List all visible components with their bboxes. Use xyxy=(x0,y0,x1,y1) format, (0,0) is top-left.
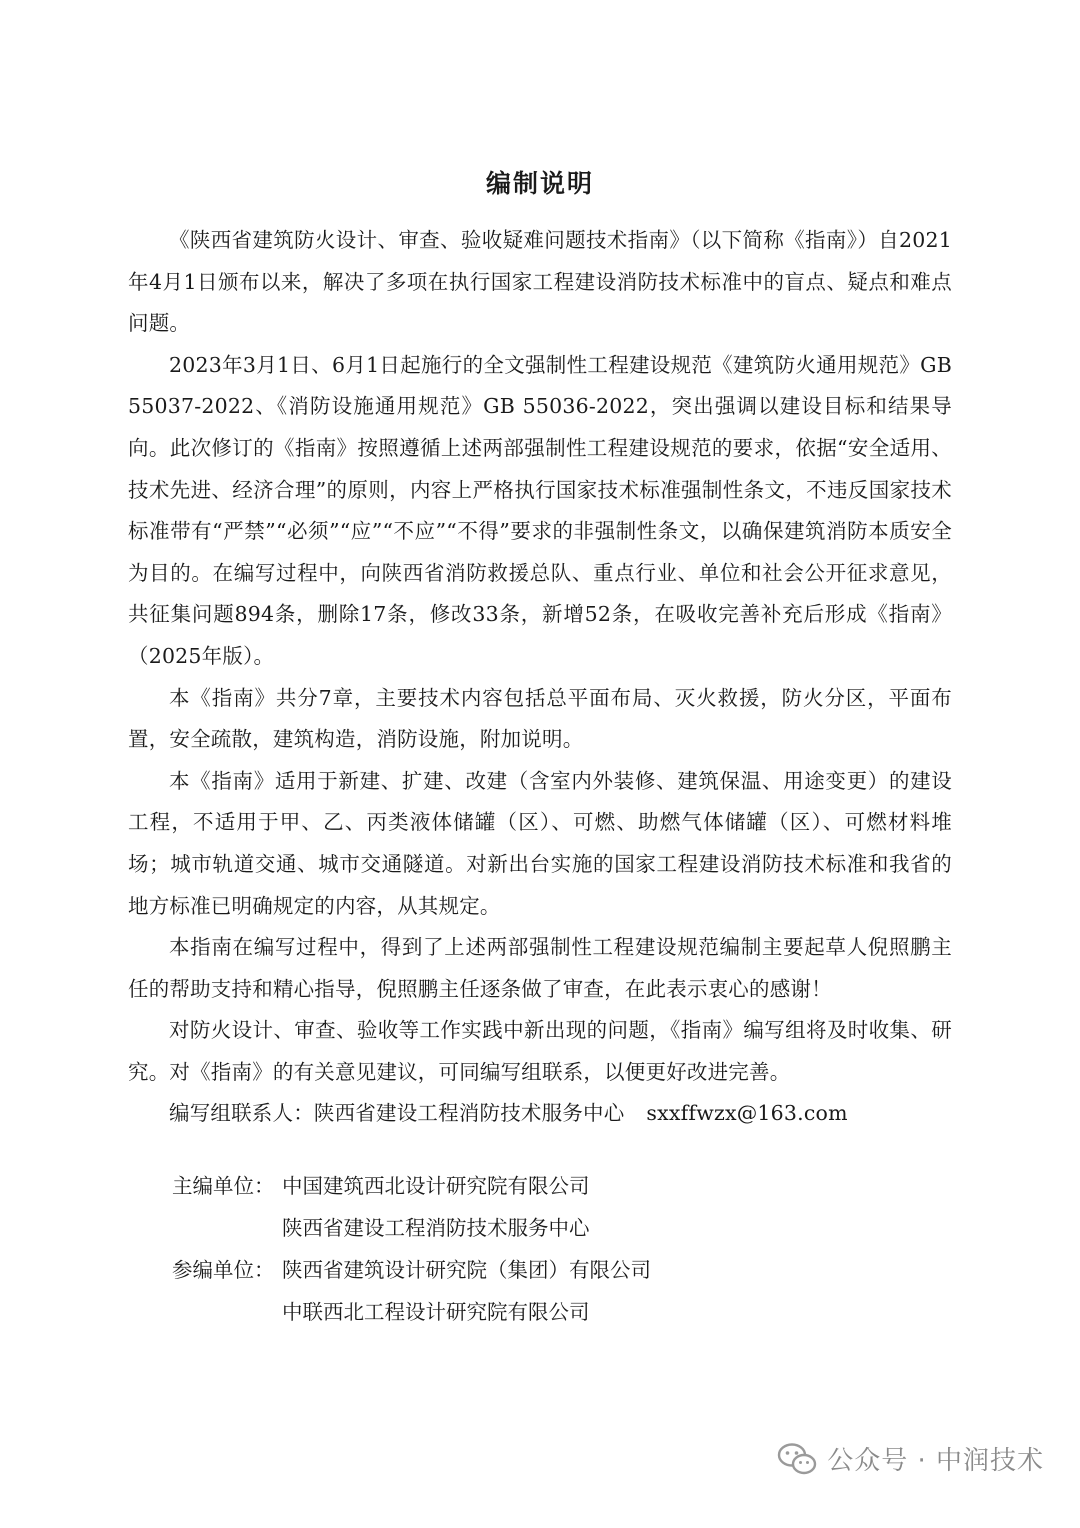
units-section xyxy=(128,1165,952,1333)
contact-email: sxxffwzx@163.com xyxy=(646,1101,848,1126)
chief-units-label: 主编单位： xyxy=(172,1174,275,1199)
paragraph-intro: 《陕西省建筑防火设计、审查、验收疑难问题技术指南》（以下简称《指南》）自2021年4月1日颁布以来，解决了多项在执行国家工程建设消防技术标准中的盲点、疑点和难点问题。 xyxy=(128,228,952,336)
chief-unit-item: 陕西省建设工程消防技术服务中心 xyxy=(282,1216,590,1241)
paragraph-thanks: 本指南在编写过程中，得到了上述两部强制性工程建设规范编制主要起草人倪照鹏主任的帮助支持和精心指导，倪照鹏主任逐条做了审查，在此表示衷心的感谢！ xyxy=(128,935,952,1001)
paragraph-feedback: 对防火设计、审查、验收等工作实践中新出现的问题，《指南》编写组将及时收集、研究。对《指南》的有关意见建议，可同编写组联系，以便更好改进完善。 xyxy=(128,1018,952,1084)
participating-unit-item: 陕西省建筑设计研究院（集团）有限公司 xyxy=(282,1258,651,1283)
chief-units xyxy=(128,1165,952,1249)
watermark-text: 公众号 · 中润技术 xyxy=(827,1446,1044,1476)
contact-label: 编写组联系人： xyxy=(169,1101,314,1126)
watermark xyxy=(777,1440,1044,1477)
chief-unit-item: 中国建筑西北设计研究院有限公司 xyxy=(282,1174,590,1199)
participating-units xyxy=(128,1249,952,1333)
paragraph-chapters: 本《指南》共分7章，主要技术内容包括总平面布局、灭火救援，防火分区，平面布置，安全疏散，建筑构造，消防设施，附加说明。 xyxy=(128,685,952,752)
paragraph-revision: 2023年3月1日、6月1日起施行的全文强制性工程建设规范《建筑防火通用规范》GB 55037-2022、《消防设施通用规范》GB 55036-2022，突出强调以建设目标和结果导向。此次修订的《指南》按照遵循上述两部强制性工程建设规范的要求，依据“安全适用、技术先进、经济合理”的原则，内容上严格执行国家技术标准强制性条文，不违反国家技术标准带有“严禁”“必须”“应”“不应”“不得”要求的非强制性条文，以确保建筑消防本质安全为目的。在编写过程中，向陕西省消防救援总队、重点行业、单位和社会公开征求意见，共征集问题894条，删除17条，修改33条，新增52条，在吸收完善补充后形成《指南》（2025年版）。 xyxy=(128,352,952,668)
paragraph-scope: 本《指南》适用于新建、扩建、改建（含室内外装修、建筑保温、用途变更）的建设工程，不适用于甲、乙、丙类液体储罐（区）、可燃、助燃气体储罐（区）、可燃材料堆场；城市轨道交通、城市交通隧道。对新出台实施的国家工程建设消防技术标准和我省的地方标准已明确规定的内容，从其规定。 xyxy=(128,768,952,918)
contact-line xyxy=(128,1093,952,1135)
participating-units-label: 参编单位： xyxy=(172,1258,275,1283)
contact-org: 陕西省建设工程消防技术服务中心 xyxy=(313,1101,625,1126)
wechat-icon xyxy=(777,1442,817,1476)
participating-unit-item: 中联西北工程设计研究院有限公司 xyxy=(282,1300,590,1325)
document-page xyxy=(128,162,952,1333)
page-title: 编制说明 xyxy=(485,169,594,198)
